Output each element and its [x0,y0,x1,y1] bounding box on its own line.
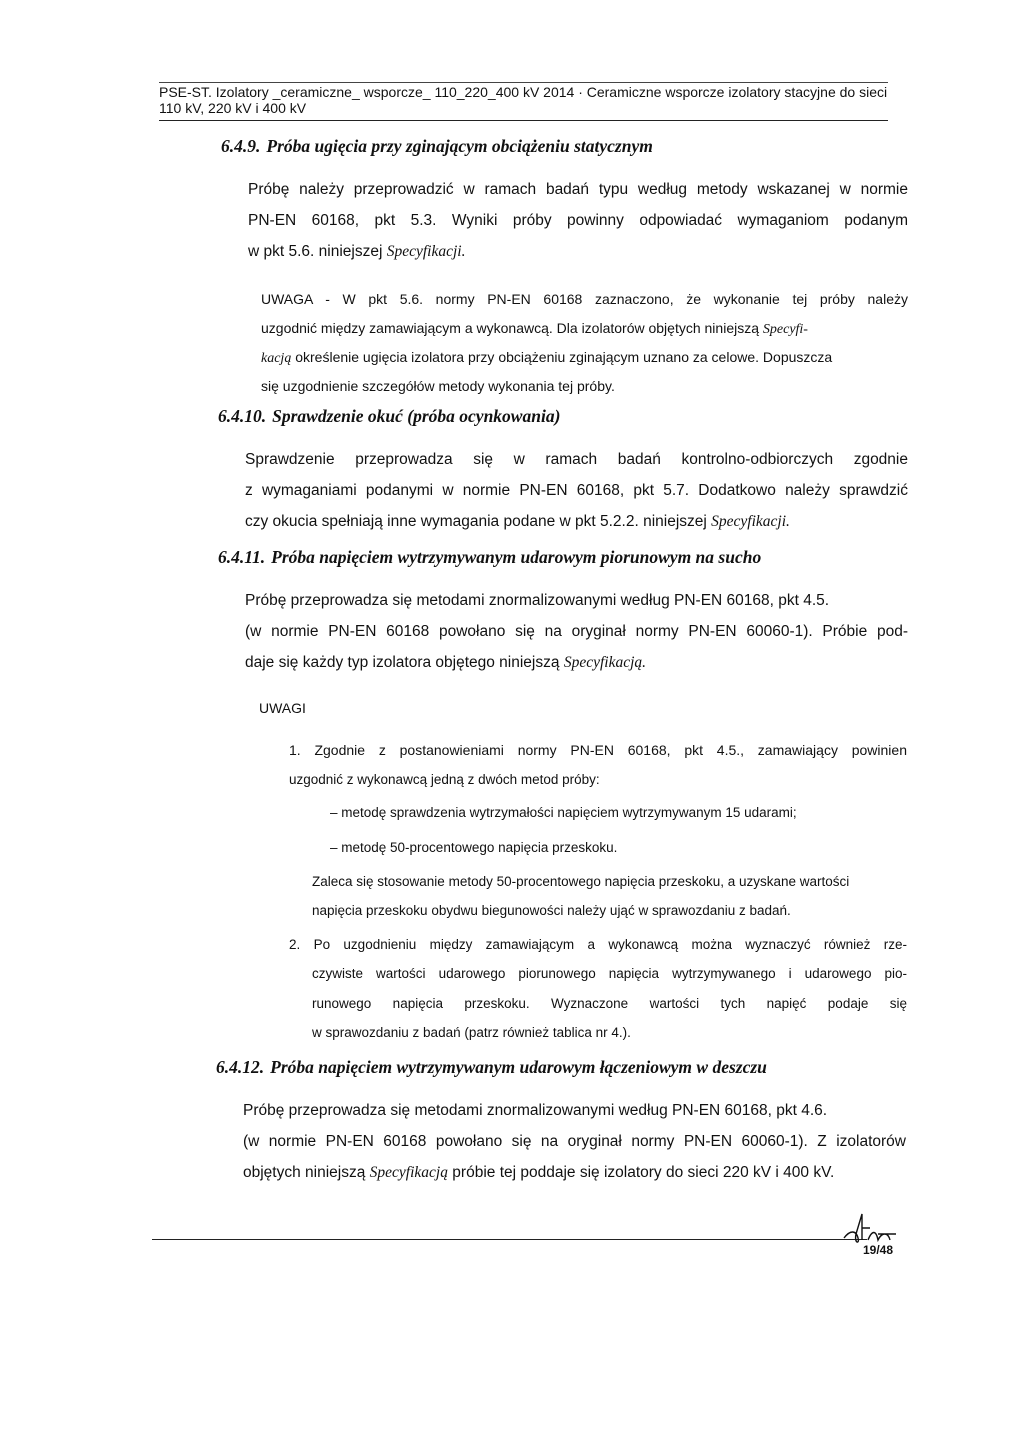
section-title-6-4-12 [216,1057,767,1078]
text-span: w pkt 5.6. niniejszej [248,243,387,260]
paragraph-line: Próbę przeprowadza się metodami znormalizowanymi według PN-EN 60168, pkt 4.5. [245,592,830,609]
notes-heading: UWAGI [259,700,306,716]
note-line [261,349,832,367]
emphasis-text: Specyfikacją [369,1164,448,1181]
paragraph-line: Sprawdzenie przeprowadza się w ramach badań kontrolno-odbiorczych zgodnie [245,451,908,468]
note-line [261,320,808,338]
paragraph-line: Próbę należy przeprowadzić w ramach badań typu według metody wskazanej w normie [248,181,908,198]
header-line-1: PSE-ST. Izolatory _ceramiczne_ wsporcze_ 110_220_400 kV 2014 · Ceramiczne wsporcze izolatory stacyjne do sieci [159,84,888,100]
section-heading: Sprawdzenie okuć (próba ocynkowania) [272,406,561,426]
note-item-2-line: w sprawozdaniu z badań (patrz również tablica nr 4.). [312,1025,631,1040]
footer-rule [152,1239,867,1240]
header-line-2: 110 kV, 220 kV i 400 kV [159,100,307,116]
paragraph-line: (w normie PN-EN 60168 powołano się na oryginał normy PN-EN 60060-1). Próbie pod- [245,623,908,640]
note-item-2-line: 2. Po uzgodnieniu między zamawiającym a wykonawcą można wyznaczyć również rze- [289,937,907,952]
dash-item: – metodę sprawdzenia wytrzymałości napięciem wytrzymywanym 15 udarami; [330,805,797,820]
paragraph-line [243,1164,834,1182]
section-heading: Próba napięciem wytrzymywanym udarowym łączeniowym w deszczu [270,1057,767,1077]
paragraph-line: Próbę przeprowadza się metodami znormalizowanymi według PN-EN 60168, pkt 4.6. [243,1102,828,1119]
emphasis-text: Specyfikacji. [386,243,466,260]
text-span: określenie ugięcia izolatora przy obciążeniu zginającym uznano za celowe. Dopuszcza [291,349,833,365]
section-heading: Próba napięciem wytrzymywanym udarowym piorunowym na sucho [271,547,762,567]
note-item-2-line: czywiste wartości udarowego piorunowego napięcia wytrzymywanego i udarowego pio- [312,966,907,981]
note-item-2-line: runowego napięcia przeskoku. Wyznaczone wartości tych napięć podaje się [312,996,907,1011]
paragraph-line: z wymaganiami podanymi w normie PN-EN 60168, pkt 5.7. Dodatkowo należy sprawdzić [245,482,908,499]
header-rule [159,120,888,121]
emphasis-text: Specyfi- [762,322,808,337]
note-item-1-line: 1. Zgodnie z postanowieniami normy PN-EN 60168, pkt 4.5., zamawiający powinien [289,742,907,758]
section-title-6-4-9 [221,136,653,157]
header-top-rule [159,82,888,83]
section-number: 6.4.12. [216,1057,265,1077]
paragraph-line [248,243,465,261]
emphasis-text: kacją [261,351,292,366]
running-header [159,84,888,116]
text-span: objętych niniejszą [243,1164,370,1181]
emphasis-text: Specyfikacji. [711,513,790,530]
section-heading: Próba ugięcia przy zginającym obciążeniu statycznym [266,136,653,156]
section-number: 6.4.11. [218,547,266,567]
recommendation-line: Zaleca się stosowanie metody 50-procentowego napięcia przeskoku, a uzyskane wartości [312,874,850,889]
section-title-6-4-11 [218,547,761,568]
paragraph-line [245,654,646,672]
section-title-6-4-10 [218,406,560,427]
dash-item: – metodę 50-procentowego napięcia przeskoku. [330,840,618,855]
text-span: uzgodnić między zamawiającym a wykonawcą. Dla izolatorów objętych niniejszą [261,320,763,336]
paragraph-line [245,513,790,531]
text-span: daje się każdy typ izolatora objętego niniejszą [245,654,564,671]
note-line: się uzgodnienie szczegółów metody wykonania tej próby. [261,378,615,394]
recommendation-line: napięcia przeskoku obydwu biegunowości należy ująć w sprawozdaniu z badań. [312,903,791,918]
page-number: 19/48 [863,1243,894,1257]
note-line: UWAGA - W pkt 5.6. normy PN-EN 60168 zaznaczono, że wykonanie tej próby należy [261,291,908,307]
note-item-1-line: uzgodnić z wykonawcą jedną z dwóch metod próby: [289,772,600,787]
paragraph-line: (w normie PN-EN 60168 powołano się na oryginał normy PN-EN 60060-1). Z izolatorów [243,1133,906,1150]
text-span: próbie tej poddaje się izolatory do sieci 220 kV i 400 kV. [448,1164,835,1181]
section-number: 6.4.9. [221,136,261,156]
section-number: 6.4.10. [218,406,267,426]
paragraph-line: PN-EN 60168, pkt 5.3. Wyniki próby powinny odpowiadać wymaganiom podanym [248,212,908,229]
emphasis-text: Specyfikacją. [563,654,647,671]
text-span: czy okucia spełniają inne wymagania podane w pkt 5.2.2. niniejszej [245,513,712,530]
